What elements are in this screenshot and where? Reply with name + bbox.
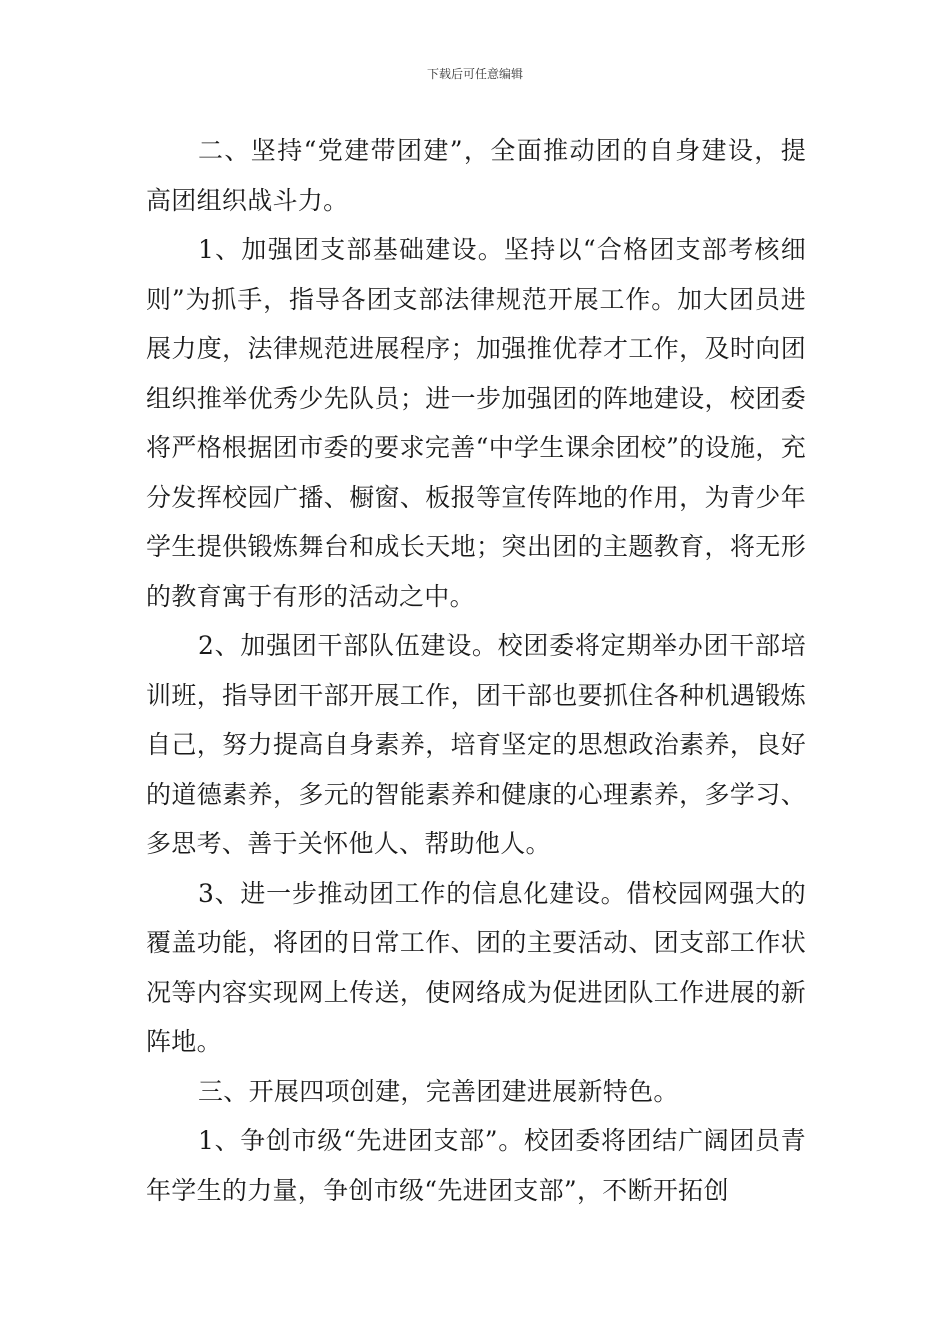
section-heading-two: 二、坚持“党建带团建”，全面推动团的自身建设，提高团组织战斗力。 [146,136,806,215]
paragraph-branch-construction: 1、加强团支部基础建设。坚持以“合格团支部考核细则”为抓手，指导各团支部法律规范开展工作。加大团员进展力度，法律规范进展程序；加强推优荐才工作，及时向团组织推举优秀少先队员；进一步加强团的阵地建设，校团委将严格根据团市委的要求完善“中学生课余团校”的设施，充分发挥校园广播、橱窗、板报等宣传阵地的作用，为青少年学生提供锻炼舞台和成长天地；突出团的主题教育，将无形的教育寓于有形的活动之中。 [146,235,806,611]
paragraph-cadre-team: 2、加强团干部队伍建设。校团委将定期举办团干部培训班，指导团干部开展工作，团干部也要抓住各种机遇锻炼自己，努力提高自身素养，培育坚定的思想政治素养，良好的道德素养，多元的智能素养和健康的心理素养，多学习、多思考、善于关怀他人、帮助他人。 [146,631,806,858]
document-body [146,126,806,1215]
paragraph-advanced-branch: 1、争创市级“先进团支部”。校团委将团结广阔团员青年学生的力量，争创市级“先进团支部”，不断开拓创 [146,1126,806,1205]
paragraph-informatization: 3、进一步推动团工作的信息化建设。借校园网强大的覆盖功能，将团的日常工作、团的主要活动、团支部工作状况等内容实现网上传送，使网络成为促进团队工作进展的新阵地。 [146,878,806,1056]
section-heading-three: 三、开展四项创建，完善团建进展新特色。 [198,1076,679,1106]
page-header-note: 下载后可任意编辑 [426,67,523,81]
